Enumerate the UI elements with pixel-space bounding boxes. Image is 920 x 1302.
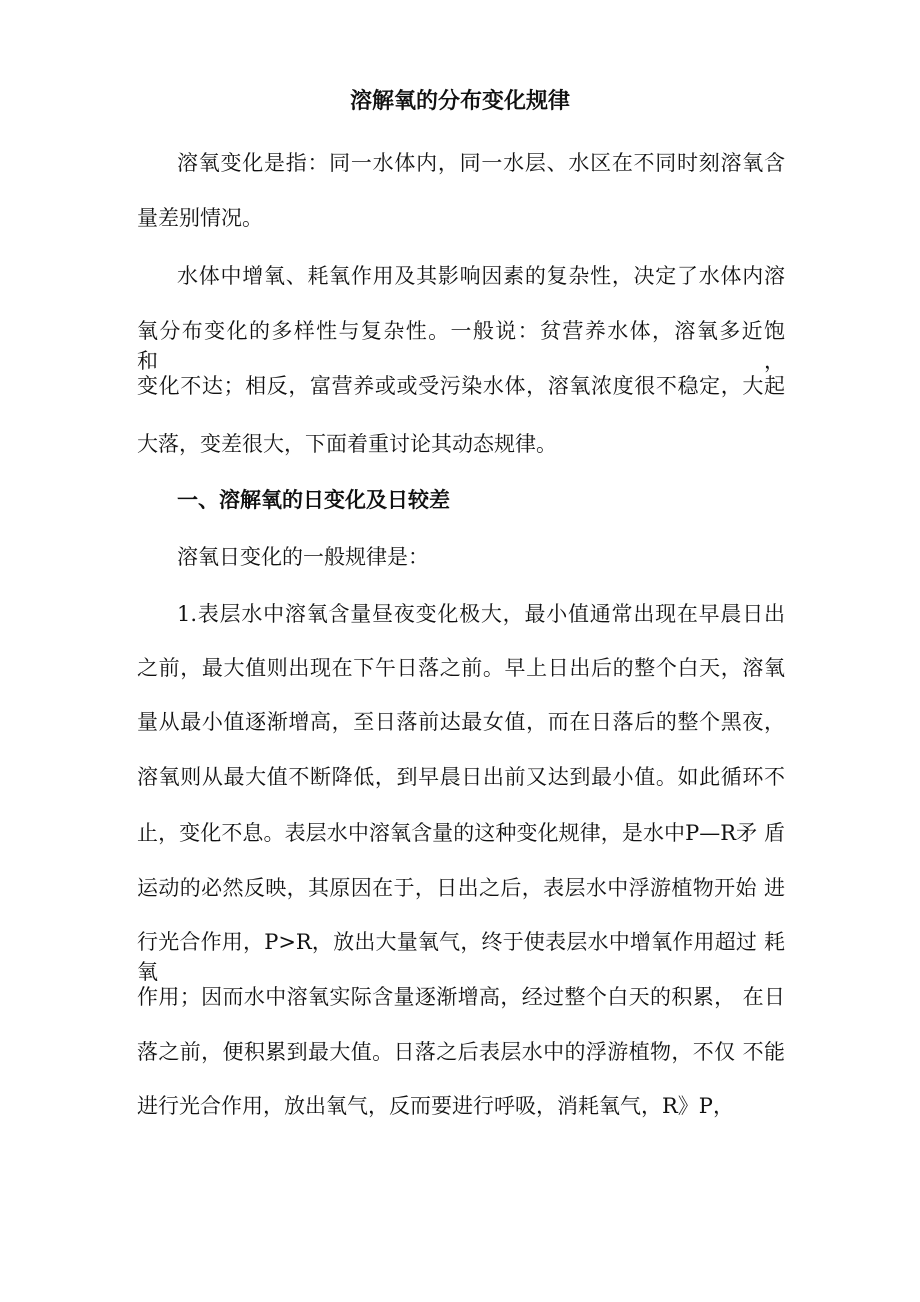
paragraph-line: 作用；因而水中溶氧实际含量逐渐增高，经过整个白天的积累， 在日 bbox=[137, 985, 785, 1009]
paragraph-line: 量从最小值逐渐增高，至日落前达最女值，而在日落后的整个黑夜， bbox=[137, 710, 785, 734]
paragraph-line: 氧分布变化的多样性与复杂性。一般说：贫营养水体，溶氧多近饱和， bbox=[137, 319, 785, 373]
paragraph-line: 水体中增氧、耗氧作用及其影响因素的复杂性，决定了水体内溶 bbox=[177, 264, 785, 288]
section-heading: 一、溶解氧的日变化及日较差 bbox=[177, 487, 450, 512]
paragraph-line: 运动的必然反映，其原因在于，日出之后，表层水中浮游植物开始 进 bbox=[137, 876, 785, 900]
paragraph-line: 进行光合作用，放出氧气，反而要进行呼吸，消耗氧气，R》P， bbox=[137, 1094, 734, 1118]
paragraph-line: 溶氧变化是指：同一水体内，同一水层、水区在不同时刻溶氧含 bbox=[177, 151, 785, 175]
paragraph-line: 变化不达；相反，富营养或或受污染水体，溶氧浓度很不稳定，大起 bbox=[137, 374, 785, 398]
paragraph-line: 1.表层水中溶氧含量昼夜变化极大，最小值通常出现在早晨日出 bbox=[177, 602, 785, 626]
paragraph-line: 之前，最大值则出现在下午日落之前。早上日出后的整个白天，溶氧 bbox=[137, 656, 785, 680]
paragraph-line: 落之前，便积累到最大值。日落之后表层水中的浮游植物，不仅 不能 bbox=[137, 1040, 785, 1064]
paragraph-line: 溶氧日变化的一般规律是： bbox=[177, 545, 429, 569]
paragraph-line: 行光合作用，P>R，放出大量氧气，终于使表层水中增氧作用超过 耗氧 bbox=[137, 930, 785, 984]
document-title: 溶解氧的分布变化规律 bbox=[349, 88, 570, 114]
paragraph-line: 止，变化不息。表层水中溶氧含量的这种变化规律，是水中P—R矛 盾 bbox=[137, 821, 785, 845]
paragraph-line: 大落，变差很大，下面着重讨论其动态规律。 bbox=[137, 432, 557, 456]
paragraph-line: 量差别情况。 bbox=[137, 206, 263, 230]
paragraph-line: 溶氧则从最大值不断降低，到早晨日出前又达到最小值。如此循环不 bbox=[137, 765, 785, 789]
